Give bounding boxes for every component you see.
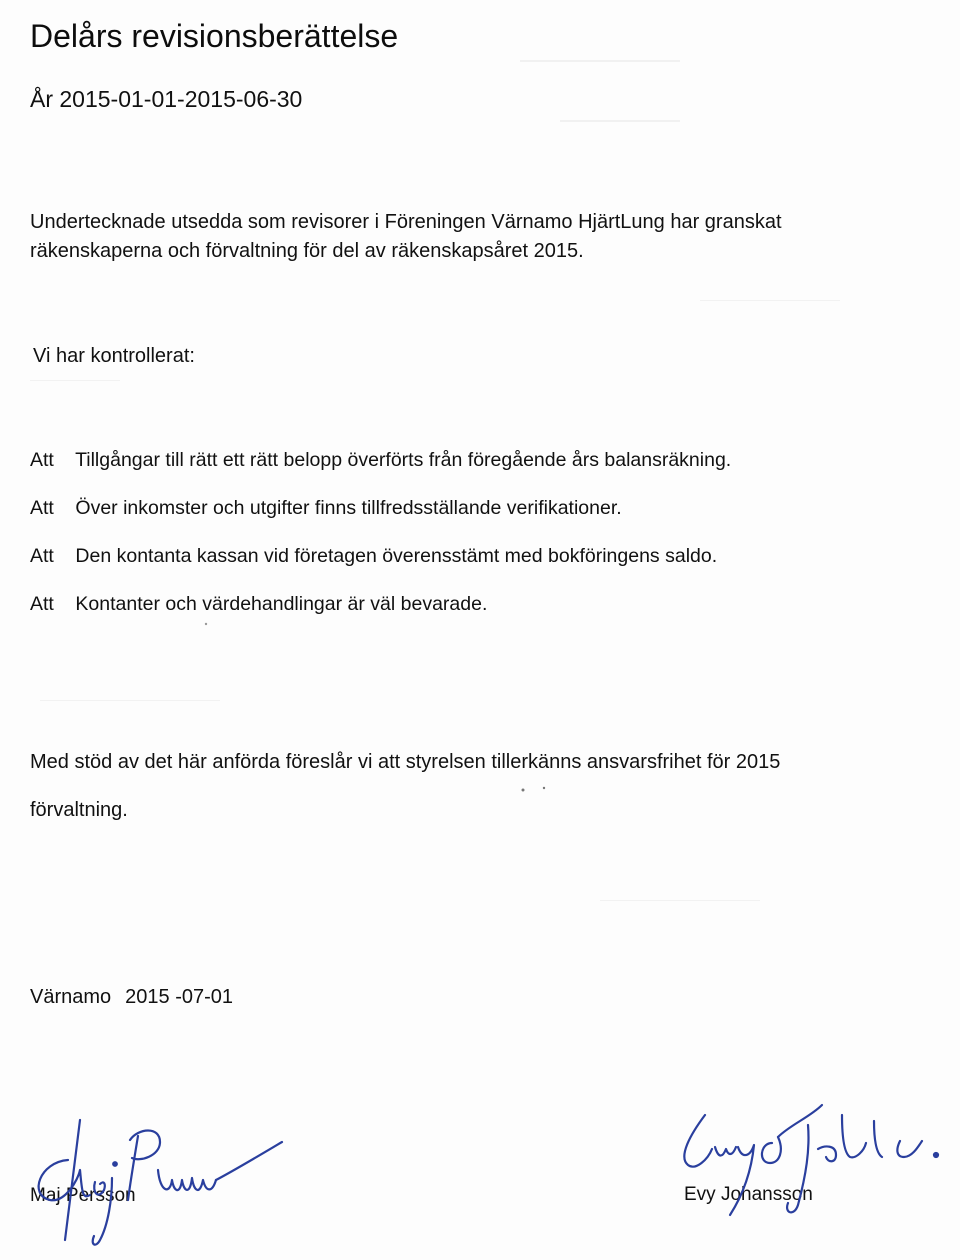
conclusion-line: förvaltning. xyxy=(30,799,128,821)
check-prefix: Att xyxy=(30,545,54,567)
period-line: År 2015-01-01-2015-06-30 xyxy=(30,86,303,112)
check-text: Den kontanta kassan vid företagen överensstämt med bokföringens saldo. xyxy=(75,545,718,567)
place: Värnamo xyxy=(30,986,112,1008)
checked-heading: Vi har kontrollerat: xyxy=(33,345,195,367)
signatory-name: Maj Persson xyxy=(30,1185,136,1206)
check-item xyxy=(30,589,731,637)
check-list xyxy=(30,445,731,637)
document-title: Delårs revisionsberättelse xyxy=(30,18,399,54)
check-text: Kontanter och värdehandlingar är väl bevarade. xyxy=(75,593,488,615)
intro-line: Undertecknade utsedda som revisorer i Föreningen Värnamo HjärtLung har granskat xyxy=(30,211,782,233)
check-item xyxy=(30,541,731,589)
signature-block-maj-persson xyxy=(20,1100,300,1250)
check-text: Över inkomster och utgifter finns tillfredsställande verifikationer. xyxy=(75,497,622,519)
intro-line: räkenskaperna och förvaltning för del av räkenskapsåret 2015. xyxy=(30,240,584,262)
check-text: Tillgångar till rätt ett rätt belopp överförts från föregående års balansräkning. xyxy=(75,449,732,471)
check-item xyxy=(30,493,731,541)
signatory-name: Evy Johansson xyxy=(684,1184,813,1205)
place-date-line xyxy=(30,986,233,1009)
check-prefix: Att xyxy=(30,449,54,471)
conclusion-paragraph xyxy=(30,738,930,834)
check-item xyxy=(30,445,731,493)
intro-paragraph xyxy=(30,208,910,266)
check-prefix: Att xyxy=(30,593,54,615)
check-prefix: Att xyxy=(30,497,54,519)
handwritten-signature-icon xyxy=(660,1095,950,1225)
conclusion-line: Med stöd av det här anförda föreslår vi att styrelsen tillerkänns ansvarsfrihet för 2015 xyxy=(30,751,781,773)
signing-date: 2015 -07-01 xyxy=(125,986,234,1008)
handwritten-signature-icon xyxy=(20,1100,300,1250)
signature-block-evy-johansson xyxy=(660,1095,950,1225)
